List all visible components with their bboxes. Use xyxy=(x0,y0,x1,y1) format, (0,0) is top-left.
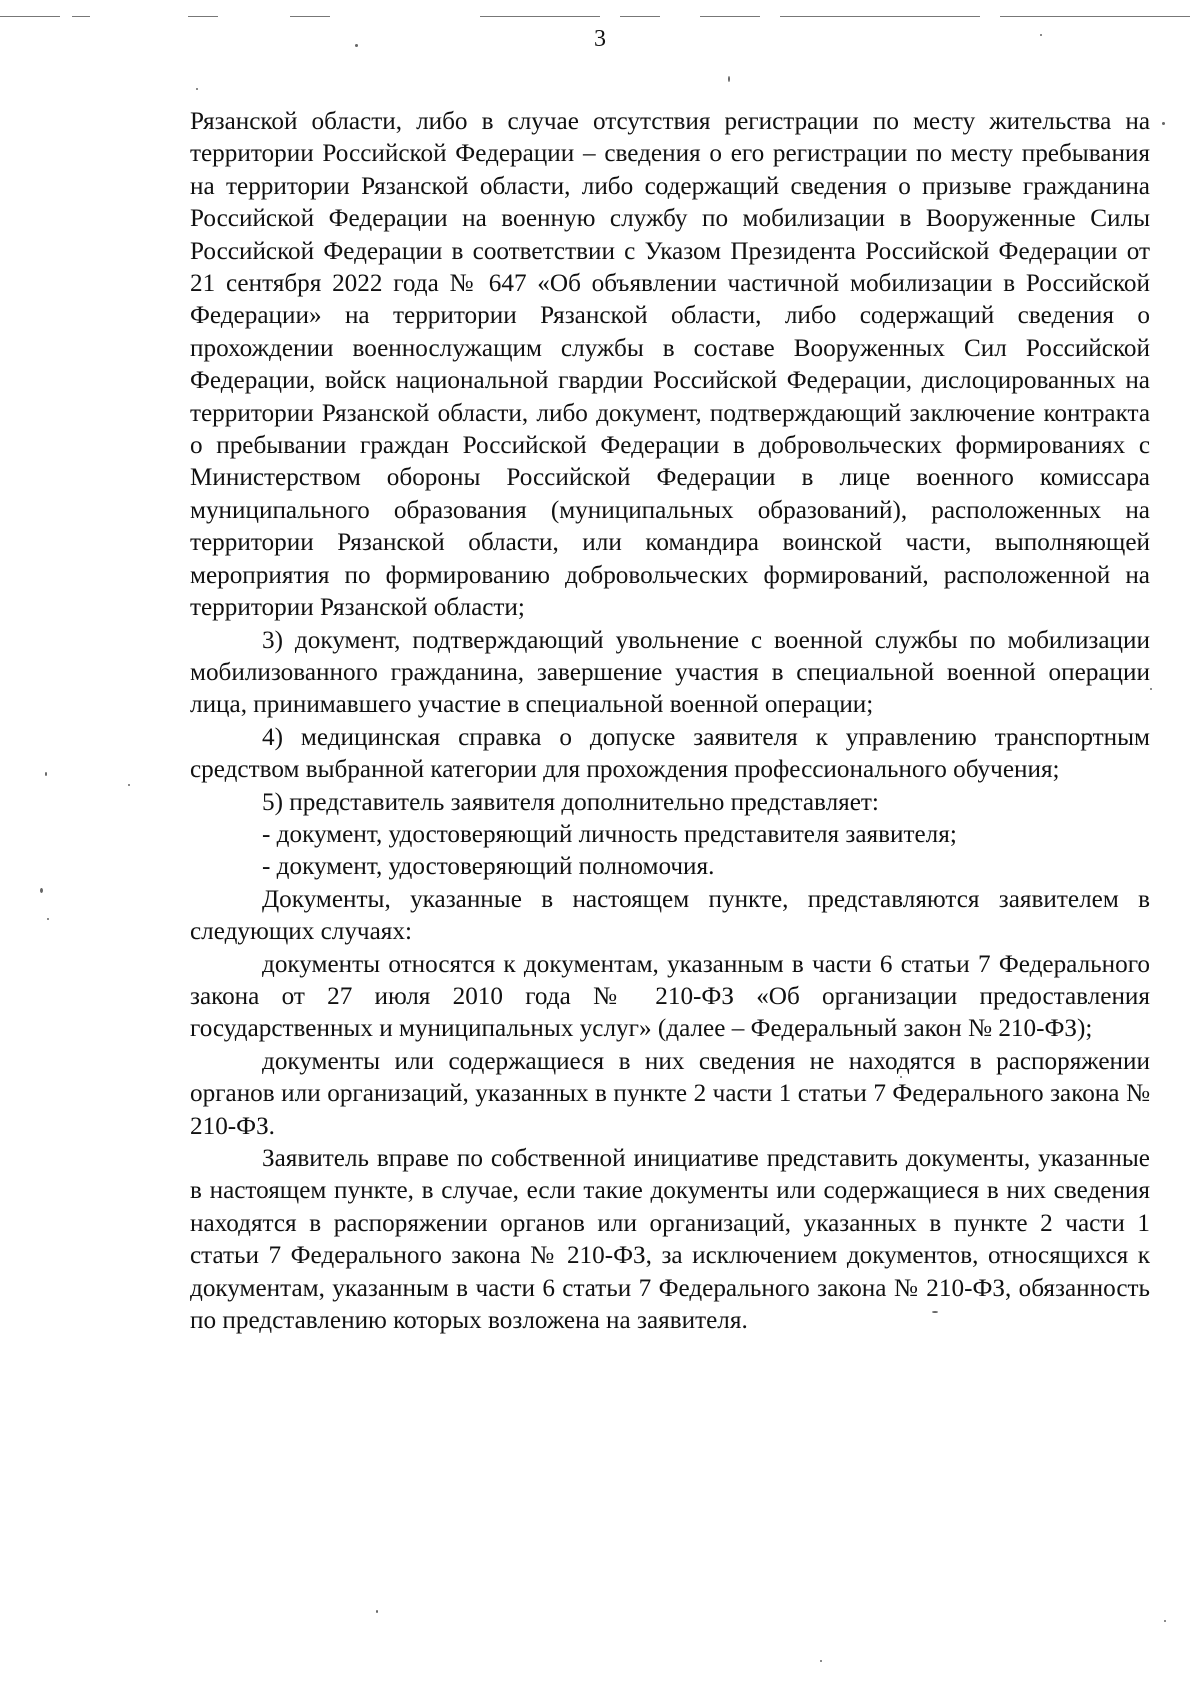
scan-speck xyxy=(820,1660,822,1662)
document-body xyxy=(190,106,1150,1337)
list-item: 4) медицинская справка о допуске заявителя к управлению транспортным средством выбранной категории для прохождения профессионального обучения; xyxy=(190,723,1150,784)
paragraph: документы относятся к документам, указанным в части 6 статьи 7 Федерального закона от 27 июля 2010 года № 210-ФЗ «Об организации предоставления государственных и муниципальных услуг» (далее – Федеральный закон № 210-ФЗ); xyxy=(190,950,1150,1043)
scan-edge-artifact xyxy=(0,14,1200,20)
list-item: 5) представитель заявителя дополнительно представляет: xyxy=(262,788,879,816)
scan-speck xyxy=(1162,122,1165,125)
paragraph: Рязанской области, либо в случае отсутствия регистрации по месту жительства на территории Российской Федерации – сведения о его регистрации по месту пребывания на территории Рязанской области, либо содержащий сведения о призыве гражданина Российской Федерации на военную службу по мобилизации в Вооруженные Силы Российской Федерации в соответствии с Указом Президента Российской Федерации от 21 сентября 2022 года № 647 «Об объявлении частичной мобилизации в Российской Федерации» на территории Рязанской области, либо содержащий сведения о прохождении военнослужащим службы в составе Вооруженных Сил Российской Федерации, войск национальной гвардии Российской Федерации, дислоцированных на территории Рязанской области, либо документ, подтверждающий заключение контракта о пребывании граждан Российской Федерации в добровольческих формированиях с Министерством обороны Российской Федерации в лице военного комиссара муниципального образования (муниципальных образований), расположенных на территории Рязанской области, или командира воинской части, выполняющей мероприятия по формированию добровольческих формирований, расположенной на территории Рязанской области; xyxy=(190,108,1150,622)
page-number: 3 xyxy=(594,26,606,52)
paragraph: документы или содержащиеся в них сведения не находятся в распоряжении органов или организаций, указанных в пункте 2 части 1 статьи 7 Федерального закона № 210-ФЗ. xyxy=(190,1047,1150,1140)
paragraph: Заявитель вправе по собственной инициативе представить документы, указанные в настоящем пункте, в случае, если такие документы или содержащиеся в них сведения находятся в распоряжении органов или организаций, указанных в пункте 2 части 1 статьи 7 Федерального закона № 210-ФЗ, за исключением документов, относящихся к документам, указанным в части 6 статьи 7 Федерального закона № 210-ФЗ, обязанность по представлению которых возложена на заявителя. xyxy=(190,1145,1150,1335)
scan-speck xyxy=(128,784,130,786)
scan-speck xyxy=(1150,688,1152,690)
scan-speck xyxy=(376,1610,378,1613)
scan-speck xyxy=(728,76,730,82)
scan-speck xyxy=(47,918,49,920)
scan-speck xyxy=(900,1076,902,1078)
scan-speck xyxy=(1164,1620,1166,1622)
scan-speck xyxy=(45,772,47,776)
list-item: - документ, удостоверяющий личность представителя заявителя; xyxy=(262,820,957,848)
list-item: 3) документ, подтверждающий увольнение с военной службы по мобилизации мобилизованного гражданина, завершение участия в специальной военной операции лица, принимавшего участие в специальной военной операции; xyxy=(190,626,1150,719)
scan-speck xyxy=(40,888,43,893)
scan-speck xyxy=(1040,34,1042,36)
scan-speck xyxy=(355,44,358,47)
list-item: - документ, удостоверяющий полномочия. xyxy=(262,853,715,881)
scan-speck xyxy=(196,88,198,90)
scan-speck xyxy=(932,1311,938,1313)
paragraph: Документы, указанные в настоящем пункте, представляются заявителем в следующих случаях: xyxy=(190,885,1150,946)
